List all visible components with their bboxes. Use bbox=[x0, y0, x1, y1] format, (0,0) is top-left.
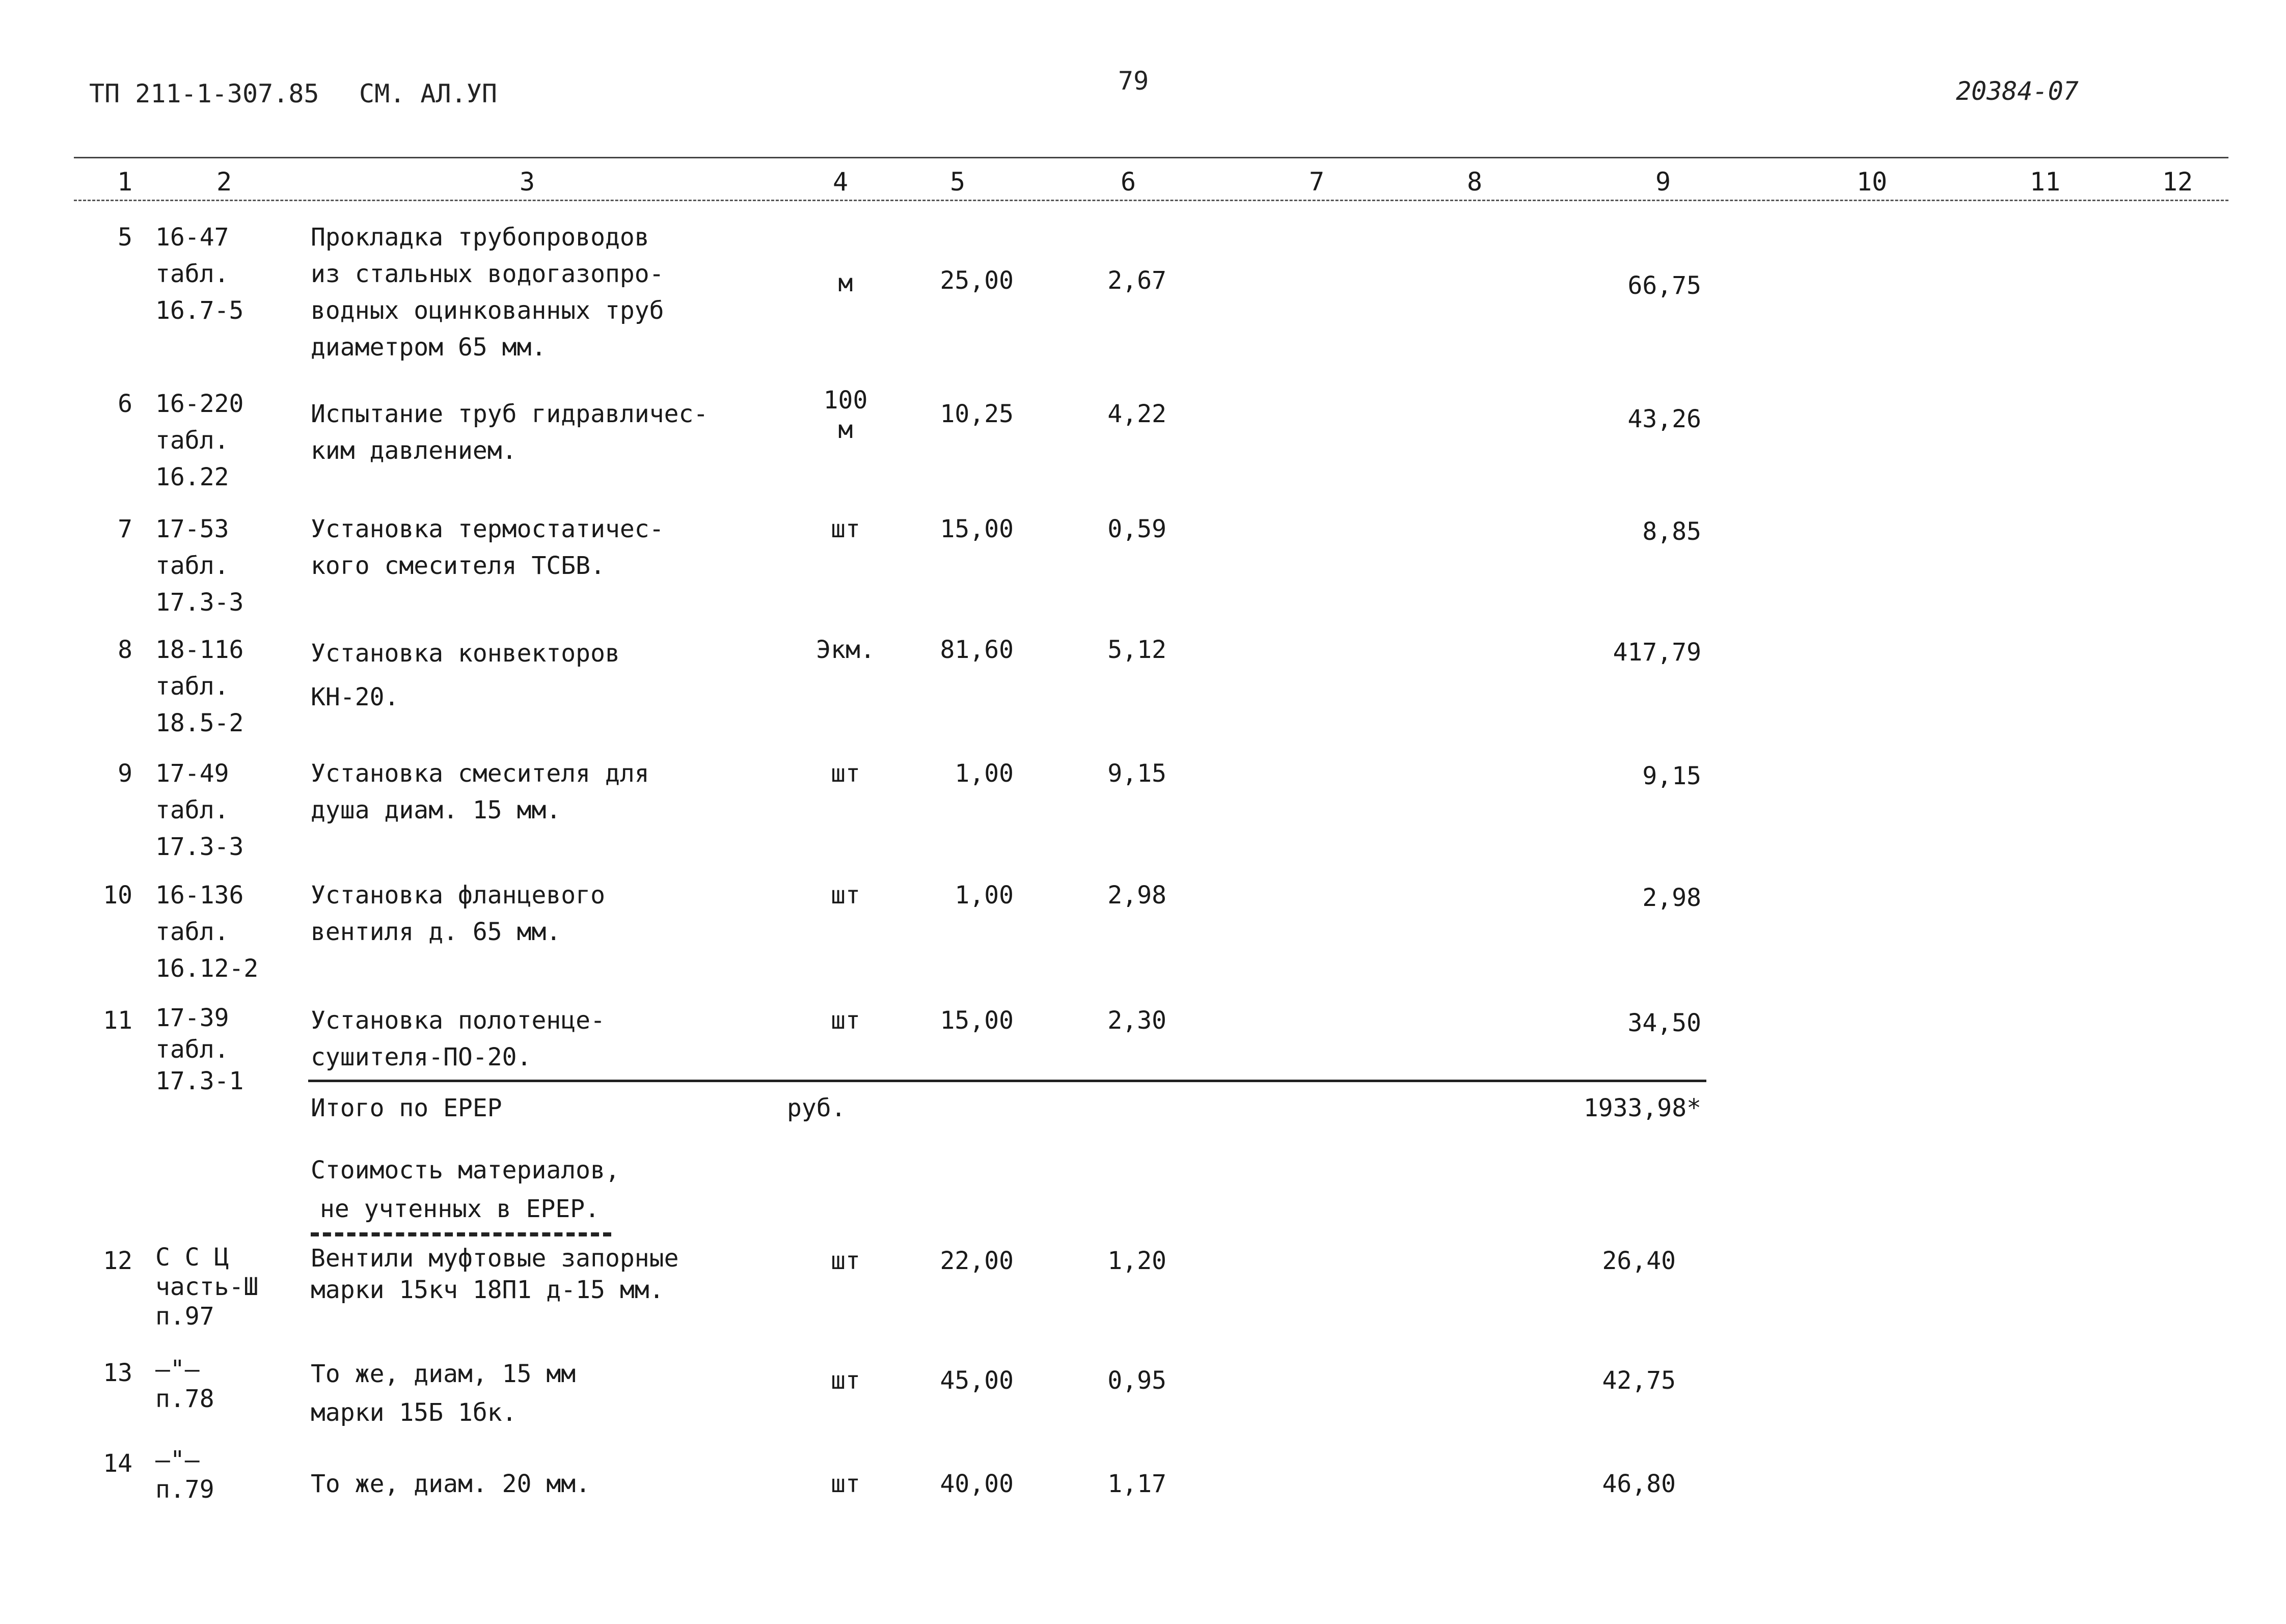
unit: шт bbox=[831, 515, 860, 543]
unit-price: 9,15 bbox=[1107, 759, 1166, 788]
quantity: 10,25 bbox=[940, 400, 1014, 428]
subtotal-label: Итого по ЕРЕР bbox=[311, 1094, 502, 1122]
total-cost: 43,26 bbox=[1627, 405, 1701, 433]
rate-reference: 16-136 табл. 16.12-2 bbox=[155, 881, 259, 983]
total-cost: 9,15 bbox=[1642, 762, 1701, 790]
column-number: 9 bbox=[1655, 167, 1671, 197]
work-description: Испытание труб гидравличес- ким давлением. bbox=[311, 400, 709, 465]
quantity: 25,00 bbox=[940, 266, 1014, 295]
column-number: 1 bbox=[117, 167, 133, 197]
unit-price: 4,22 bbox=[1107, 400, 1166, 428]
row-number: 6 bbox=[118, 390, 132, 418]
rate-reference: 16-47 табл. 16.7-5 bbox=[155, 223, 244, 325]
unit: Экм. bbox=[816, 636, 875, 664]
unit: шт bbox=[831, 759, 860, 788]
unit: м bbox=[838, 269, 853, 297]
total-cost: 417,79 bbox=[1613, 638, 1701, 667]
header-rule-top bbox=[74, 157, 2228, 158]
inventory-number: 20384-07 bbox=[1956, 76, 2079, 106]
row-number: 8 bbox=[118, 636, 132, 664]
column-number: 8 bbox=[1466, 167, 1483, 197]
unit-price: 1,20 bbox=[1107, 1247, 1166, 1275]
quantity: 22,00 bbox=[940, 1247, 1014, 1275]
row-number: 14 bbox=[103, 1449, 132, 1478]
rate-reference: 17-49 табл. 17.3-3 bbox=[155, 759, 244, 861]
column-number: 6 bbox=[1120, 167, 1136, 197]
unit-price: 1,17 bbox=[1107, 1470, 1166, 1498]
rate-reference: —"— п.78 bbox=[155, 1355, 214, 1413]
total-cost: 8,85 bbox=[1642, 517, 1701, 546]
unit-price: 2,67 bbox=[1107, 266, 1166, 295]
work-description: Установка фланцевого вентиля д. 65 мм. bbox=[311, 881, 605, 946]
row-number: 11 bbox=[103, 1006, 132, 1035]
row-number: 9 bbox=[118, 759, 132, 788]
column-number: 11 bbox=[2029, 167, 2061, 197]
unit: шт bbox=[831, 881, 860, 910]
material-description: То же, диам. 20 мм. bbox=[311, 1470, 591, 1498]
quantity: 40,00 bbox=[940, 1470, 1014, 1498]
heading-dashed-underline bbox=[311, 1232, 611, 1236]
row-number: 10 bbox=[103, 881, 132, 910]
column-number: 2 bbox=[216, 167, 232, 197]
total-cost: 26,40 bbox=[1602, 1247, 1676, 1275]
material-description: Вентили муфтовые запорные марки 15кч 18П1 д-15 мм. bbox=[311, 1244, 679, 1304]
rate-reference: С С Ц часть-Ш п.97 bbox=[155, 1243, 259, 1331]
quantity: 45,00 bbox=[940, 1366, 1014, 1395]
column-number: 5 bbox=[949, 167, 966, 197]
quantity: 1,00 bbox=[955, 881, 1014, 910]
row-number: 5 bbox=[118, 223, 132, 252]
total-cost: 2,98 bbox=[1642, 884, 1701, 912]
unit-price: 2,30 bbox=[1107, 1006, 1166, 1035]
document-code: ТП 211-1-307.85 bbox=[89, 79, 319, 108]
quantity: 81,60 bbox=[940, 636, 1014, 664]
column-number: 4 bbox=[832, 167, 849, 197]
header-rule-bottom bbox=[74, 200, 2228, 201]
subtotal-total: 1933,98* bbox=[1583, 1094, 1701, 1122]
subtotal-unit: руб. bbox=[787, 1094, 846, 1122]
quantity: 15,00 bbox=[940, 1006, 1014, 1035]
unit-price: 2,98 bbox=[1107, 881, 1166, 910]
unit: шт bbox=[831, 1006, 860, 1035]
unit: шт bbox=[831, 1247, 860, 1275]
page-number: 79 bbox=[1118, 66, 1149, 96]
column-number: 7 bbox=[1309, 167, 1325, 197]
total-cost: 66,75 bbox=[1627, 271, 1701, 300]
column-number: 3 bbox=[519, 167, 535, 197]
unit-price: 0,59 bbox=[1107, 515, 1166, 543]
rate-reference: —"— п.79 bbox=[155, 1446, 214, 1504]
rate-reference: 17-39 табл. 17.3-1 bbox=[155, 1004, 244, 1095]
rate-reference: 16-220 табл. 16.22 bbox=[155, 390, 244, 491]
unit: шт bbox=[831, 1470, 860, 1498]
unit: шт bbox=[831, 1366, 860, 1395]
unit: 100 м bbox=[823, 386, 868, 444]
rate-reference: 17-53 табл. 17.3-3 bbox=[155, 515, 244, 617]
row-number: 13 bbox=[103, 1359, 132, 1387]
work-description: Установка термостатичес- кого смесителя ТСБВ. bbox=[311, 515, 664, 580]
sheet-reference: СМ. АЛ.УП bbox=[359, 79, 497, 108]
materials-heading: Стоимость материалов, не учтенных в ЕРЕР. bbox=[311, 1156, 620, 1223]
quantity: 1,00 bbox=[955, 759, 1014, 788]
work-description: Установка конвекторов КН-20. bbox=[311, 639, 620, 711]
column-number: 10 bbox=[1856, 167, 1888, 197]
row-number: 12 bbox=[103, 1247, 132, 1275]
subtotal-rule bbox=[308, 1080, 1706, 1082]
total-cost: 46,80 bbox=[1602, 1470, 1676, 1498]
work-description: Установка полотенце- сушителя-ПО-20. bbox=[311, 1006, 605, 1071]
row-number: 7 bbox=[118, 515, 132, 543]
total-cost: 42,75 bbox=[1602, 1366, 1676, 1395]
material-description: То же, диам, 15 мм марки 15Б 1бк. bbox=[311, 1360, 576, 1427]
quantity: 15,00 bbox=[940, 515, 1014, 543]
work-description: Установка смесителя для душа диам. 15 мм. bbox=[311, 759, 649, 824]
rate-reference: 18-116 табл. 18.5-2 bbox=[155, 636, 244, 737]
unit-price: 5,12 bbox=[1107, 636, 1166, 664]
unit-price: 0,95 bbox=[1107, 1366, 1166, 1395]
work-description: Прокладка трубопроводов из стальных водогазопро- водных оцинкованных труб диаметром 65 мм. bbox=[311, 223, 664, 362]
column-number: 12 bbox=[2162, 167, 2193, 197]
total-cost: 34,50 bbox=[1627, 1009, 1701, 1037]
